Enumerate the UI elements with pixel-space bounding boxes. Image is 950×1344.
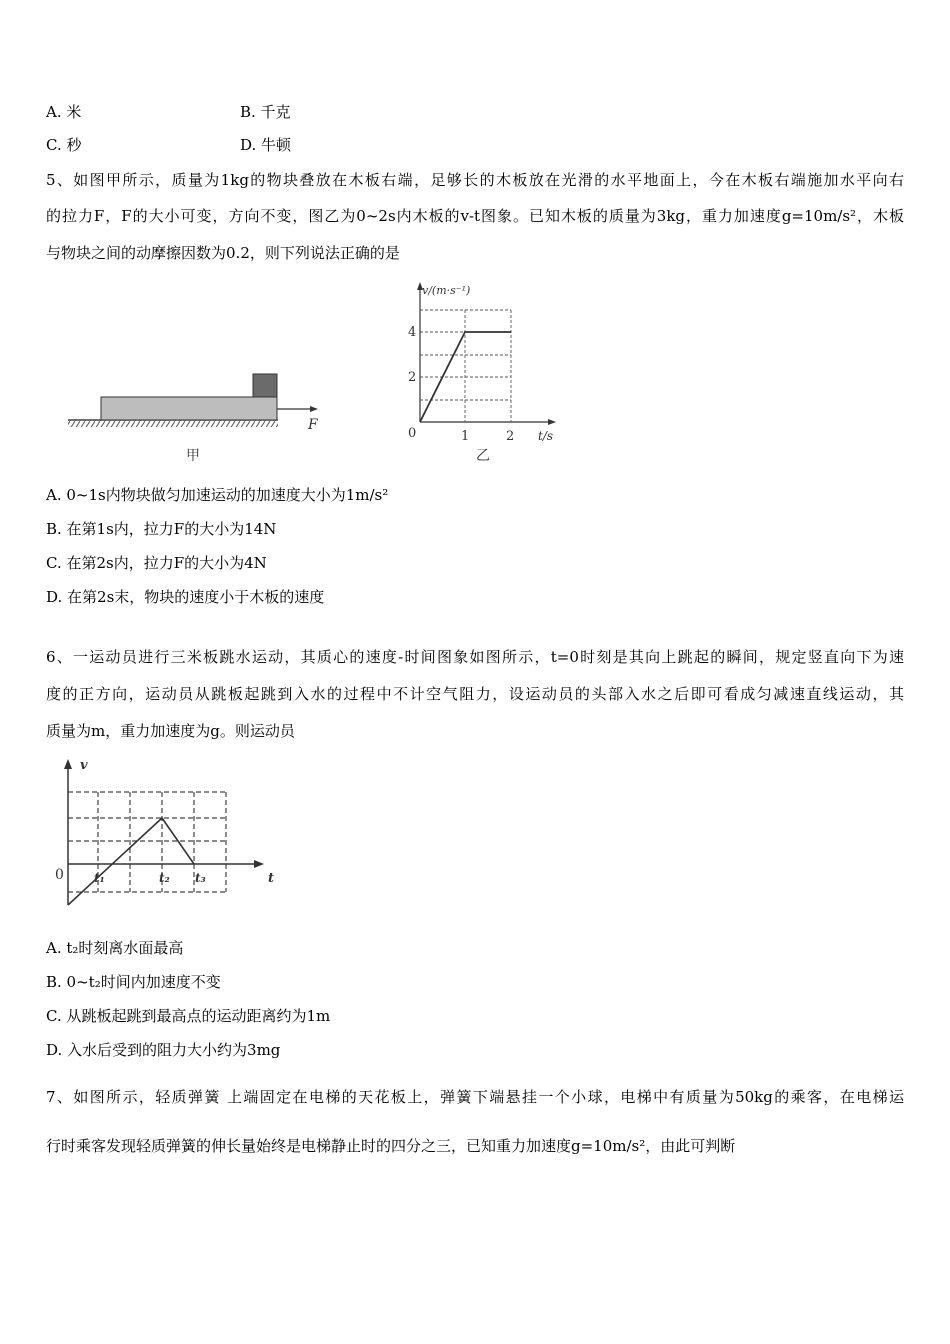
y-tick-2: 2 bbox=[408, 370, 417, 385]
ground-hatch bbox=[68, 420, 278, 427]
q5-stem-line-1: 5、如图甲所示，质量为1kg的物块叠放在木板右端，足够长的木板放在光滑的水平地面上，今在木板右端施加水平向右 bbox=[46, 171, 904, 189]
q6-stem-line-1: 6、一运动员进行三米板跳水运动，其质心的速度-时间图象如图所示，t=0时刻是其向上跳起的瞬间，规定竖直向下为速 bbox=[46, 648, 904, 666]
q6-stem-line-3: 质量为m，重力加速度为g。则运动员 bbox=[46, 722, 295, 740]
y-axis-label: v/(m·s⁻¹) bbox=[422, 284, 471, 297]
q6-option-a: A. t₂时刻离水面最高 bbox=[46, 939, 184, 957]
q4-option-c: C. 秒 bbox=[46, 136, 82, 154]
block bbox=[253, 374, 277, 397]
q5-figure-jia bbox=[60, 365, 330, 465]
fig-jia-caption: 甲 bbox=[186, 448, 200, 464]
x-tick-1: 1 bbox=[461, 429, 470, 444]
q4-option-a: A. 米 bbox=[46, 103, 82, 121]
q6-stem-line-2: 度的正方向，运动员从跳板起跳到入水的过程中不计空气阻力，设运动员的头部入水之后即可看成匀减速直线运动，其 bbox=[46, 685, 904, 703]
force-label: F bbox=[308, 417, 318, 433]
x-tick-2: 2 bbox=[506, 429, 515, 444]
y-tick-4: 4 bbox=[408, 325, 417, 340]
origin-label: 0 bbox=[408, 426, 417, 441]
v-axis-arrow bbox=[64, 759, 72, 769]
q6-t3-label: t₃ bbox=[195, 871, 206, 885]
q6-vt-graph bbox=[50, 755, 290, 910]
q6-option-b: B. 0~t₂时间内加速度不变 bbox=[46, 973, 221, 991]
q5-option-d: D. 在第2s末，物块的速度小于木板的速度 bbox=[46, 588, 325, 606]
t-axis-arrow bbox=[254, 860, 264, 868]
q5-stem-line-2: 的拉力F，F的大小可变，方向不变，图乙为0~2s内木板的v-t图象。已知木板的质量为3kg，重力加速度g=10m/s²，木板 bbox=[46, 207, 904, 225]
x-axis-arrow bbox=[548, 419, 556, 425]
plank bbox=[101, 397, 277, 420]
q5-figure-yi bbox=[395, 280, 570, 465]
q6-origin-label: 0 bbox=[55, 867, 64, 883]
q7-stem-line-2: 行时乘客发现轻质弹簧的伸长量始终是电梯静止时的四分之三，已知重力加速度g=10m/s²，由此可判断 bbox=[46, 1137, 736, 1155]
q4-option-d: D. 牛顿 bbox=[240, 136, 292, 154]
q6-v-label: v bbox=[80, 758, 88, 773]
q5-stem-line-3: 与物块之间的动摩擦因数为0.2，则下列说法正确的是 bbox=[46, 244, 400, 262]
q5-option-c: C. 在第2s内，拉力F的大小为4N bbox=[46, 554, 267, 572]
grid bbox=[420, 310, 511, 422]
q5-option-b: B. 在第1s内，拉力F的大小为14N bbox=[46, 520, 277, 538]
fig-yi-caption: 乙 bbox=[476, 448, 490, 464]
x-axis-label: t/s bbox=[538, 429, 554, 443]
q5-option-a: A. 0~1s内物块做匀加速运动的加速度大小为1m/s² bbox=[46, 486, 389, 504]
force-arrowhead bbox=[310, 406, 318, 412]
q6-t2-label: t₂ bbox=[159, 871, 170, 885]
q7-stem-line-1: 7、如图所示，轻质弹簧 上端固定在电梯的天花板上，弹簧下端悬挂一个小球，电梯中有质量为50kg的乘客，在电梯运 bbox=[46, 1088, 904, 1106]
q6-option-d: D. 入水后受到的阻力大小约为3mg bbox=[46, 1041, 281, 1059]
q6-t1-label: t₁ bbox=[94, 871, 105, 885]
q6-option-c: C. 从跳板起跳到最高点的运动距离约为1m bbox=[46, 1007, 331, 1025]
q4-option-b: B. 千克 bbox=[240, 103, 291, 121]
q6-t-label: t bbox=[268, 871, 275, 886]
